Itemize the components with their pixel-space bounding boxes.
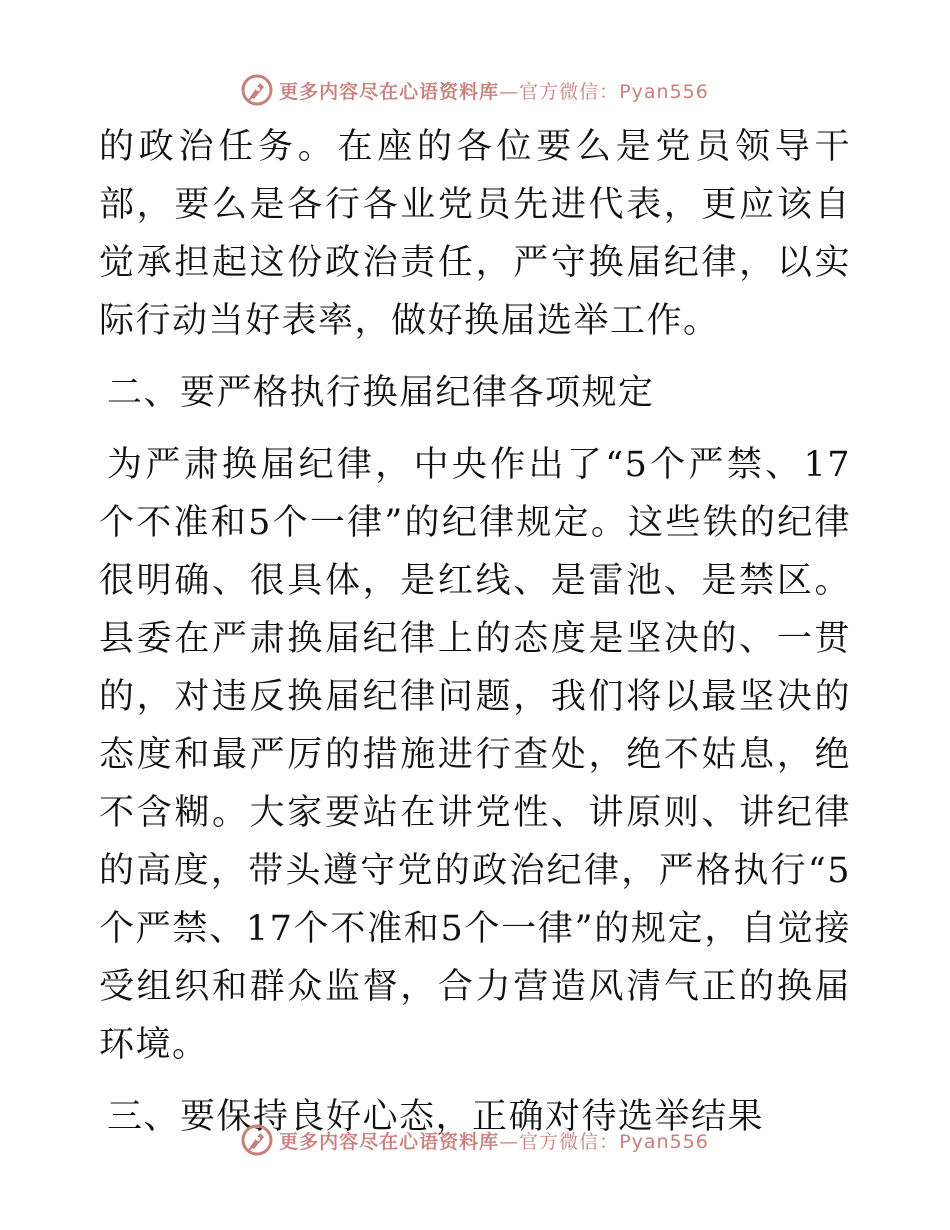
paragraph-1: 的政治任务。在座的各位要么是党员领导干部，要么是各行各业党员先进代表，更应该自觉承担起这份政治责任，严守换届纪律，以实际行动当好表率，做好换届选举工作。 — [99, 127, 851, 341]
banner-wechat-label: 官方微信： — [519, 1130, 620, 1153]
banner-main-text: 更多内容尽在心语资料库 — [279, 1130, 500, 1153]
banner-wechat-id: Pyan556 — [619, 80, 709, 103]
paragraph-gap — [99, 422, 851, 436]
banner-separator: — — [499, 80, 520, 103]
paragraph-gap — [99, 1074, 851, 1088]
banner-separator: — — [499, 1130, 520, 1153]
paragraph-2: 为严肃换届纪律，中央作出了“5个严禁、17个不准和5个一律”的纪律规定。这些铁的纪律很明确、很具体，是红线、是雷池、是禁区。县委在严肃换届纪律上的态度是坚决的、一贯的，对违反换届纪律问题，我们将以最坚决的态度和最严厉的措施进行查处，绝不姑息，绝不含糊。大家要站在讲党性、讲原则、讲纪律的高度，带头遵守党的政治纪律，严格执行“5个严禁、17个不准和5个一律”的规定，自觉接受组织和群众监督，合力营造风清气正的换届环境。 — [99, 445, 851, 1065]
section-heading-3: 三、要保持良好心态，正确对待选举结果 — [107, 1097, 765, 1137]
banner-main-text: 更多内容尽在心语资料库 — [279, 80, 500, 103]
banner-text — [279, 1127, 709, 1154]
banner-text — [279, 77, 709, 104]
header-banner — [0, 70, 950, 110]
pen-nib-logo-icon — [241, 1124, 273, 1156]
section-heading-2: 二、要严格执行换届纪律各项规定 — [107, 373, 655, 413]
pen-nib-logo-icon — [241, 74, 273, 106]
document-body — [99, 118, 851, 1146]
banner-wechat-label: 官方微信： — [519, 80, 620, 103]
paragraph-gap — [99, 350, 851, 364]
banner-wechat-id: Pyan556 — [619, 1130, 709, 1153]
footer-banner — [0, 1120, 950, 1160]
